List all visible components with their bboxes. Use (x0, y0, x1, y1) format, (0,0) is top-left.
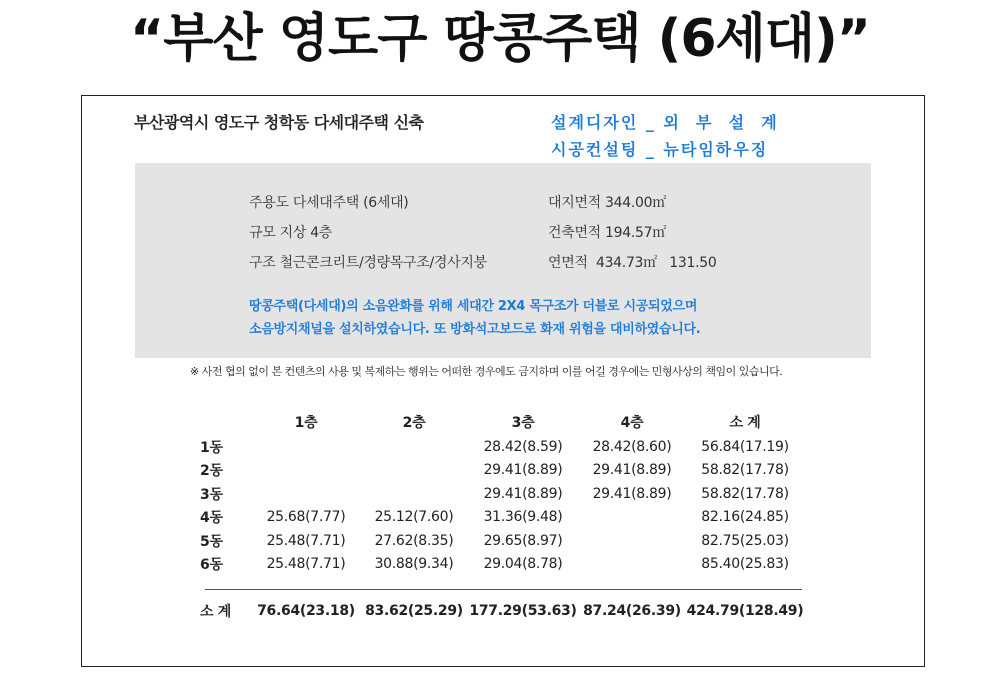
table-cell: 82.75(25.03) (701, 532, 789, 549)
note-line-2: 소음방지채널을 설치하였습니다. 또 방화석고보드로 화재 위험을 대비하였습니다. (249, 322, 701, 337)
table-cell: 31.36(9.48) (483, 509, 563, 526)
table-cell (252, 435, 360, 459)
table-cell: 29.65(8.97) (483, 532, 563, 549)
table-cell (360, 435, 468, 459)
design-credit: 설계디자인 _ 외 부 설 계 (551, 113, 779, 132)
table-cell: 29.41(8.89) (592, 462, 672, 479)
table-total-row (200, 600, 804, 624)
row-label: 4동 (200, 510, 223, 527)
copyright-disclaimer: ※ 사전 협의 없이 본 컨텐츠의 사용 및 복제하는 행위는 어떠한 경우에도 금지하며 이를 어길 경우에는 민형사상의 책임이 있습니다. (190, 365, 783, 378)
row-label: 2동 (200, 463, 223, 480)
table-row (200, 459, 804, 483)
table-row (200, 506, 804, 530)
table-row (200, 553, 804, 577)
table-cell: 29.41(8.89) (592, 485, 672, 502)
table-cell (360, 482, 468, 506)
row-label: 3동 (200, 486, 223, 503)
table-header-row (200, 408, 804, 435)
page-headline: “부산 영도구 땅콩주택 (6세대)” (130, 9, 870, 69)
table-row (200, 529, 804, 553)
table-cell: 28.42(8.59) (483, 438, 563, 455)
spec-structure: 구조 철근콘크리트/경량목구조/경사지붕 (249, 255, 487, 271)
table-cell: 58.82(17.78) (701, 485, 789, 502)
table-cell: 29.04(8.78) (483, 556, 563, 573)
table-cell: 85.40(25.83) (701, 556, 789, 573)
table-cell: 82.16(24.85) (701, 509, 789, 526)
total-floor-3: 177.29(53.63) (469, 603, 577, 620)
total-floor-1: 76.64(23.18) (257, 603, 355, 620)
table-cell: 27.62(8.35) (374, 532, 454, 549)
table-cell: 25.68(7.77) (266, 509, 346, 526)
table-cell (252, 482, 360, 506)
total-grand: 424.79(128.49) (686, 603, 804, 620)
table-cell (578, 553, 686, 577)
note-line-1: 땅콩주택(다세대)의 소음완화를 위해 세대간 2X4 목구조가 더블로 시공되었으며 (249, 299, 698, 314)
table-cell: 30.88(9.34) (374, 556, 454, 573)
spec-floor-area: 연면적 434.73㎡ 131.50 (548, 255, 717, 271)
area-table (200, 408, 804, 623)
header-floor-2: 2층 (402, 414, 426, 431)
total-floor-4: 87.24(26.39) (583, 603, 681, 620)
table-row (200, 435, 804, 459)
table-cell: 25.48(7.71) (266, 532, 346, 549)
table-cell (578, 506, 686, 530)
construction-credit: 시공컨설팅 _ 뉴타임하우징 (551, 140, 769, 159)
project-title: 부산광역시 영도구 청학동 다세대주택 신축 (134, 113, 424, 132)
table-cell (252, 459, 360, 483)
table-cell (578, 529, 686, 553)
row-label: 1동 (200, 439, 223, 456)
spec-site-area: 대지면적 344.00㎡ (548, 195, 666, 211)
table-cell (360, 459, 468, 483)
total-floor-2: 83.62(25.29) (365, 603, 463, 620)
total-label: 소 계 (200, 604, 232, 621)
table-row (200, 482, 804, 506)
total-divider (205, 589, 802, 590)
row-label: 6동 (200, 557, 223, 574)
table-cell: 56.84(17.19) (701, 438, 789, 455)
table-cell: 29.41(8.89) (483, 485, 563, 502)
header-floor-4: 4층 (620, 414, 644, 431)
header-floor-3: 3층 (511, 414, 535, 431)
spec-use: 주용도 다세대주택 (6세대) (249, 195, 409, 211)
header-subtotal: 소 계 (729, 414, 761, 431)
table-spacer (200, 576, 804, 600)
row-label: 5동 (200, 533, 223, 550)
table-cell: 25.12(7.60) (374, 509, 454, 526)
header-floor-1: 1층 (294, 414, 318, 431)
header-blank (200, 408, 252, 435)
table-cell: 29.41(8.89) (483, 462, 563, 479)
table-cell: 28.42(8.60) (592, 438, 672, 455)
table-cell: 25.48(7.71) (266, 556, 346, 573)
spec-building-area: 건축면적 194.57㎡ (548, 225, 666, 241)
table-cell: 58.82(17.78) (701, 462, 789, 479)
spec-scale: 규모 지상 4층 (249, 225, 333, 241)
